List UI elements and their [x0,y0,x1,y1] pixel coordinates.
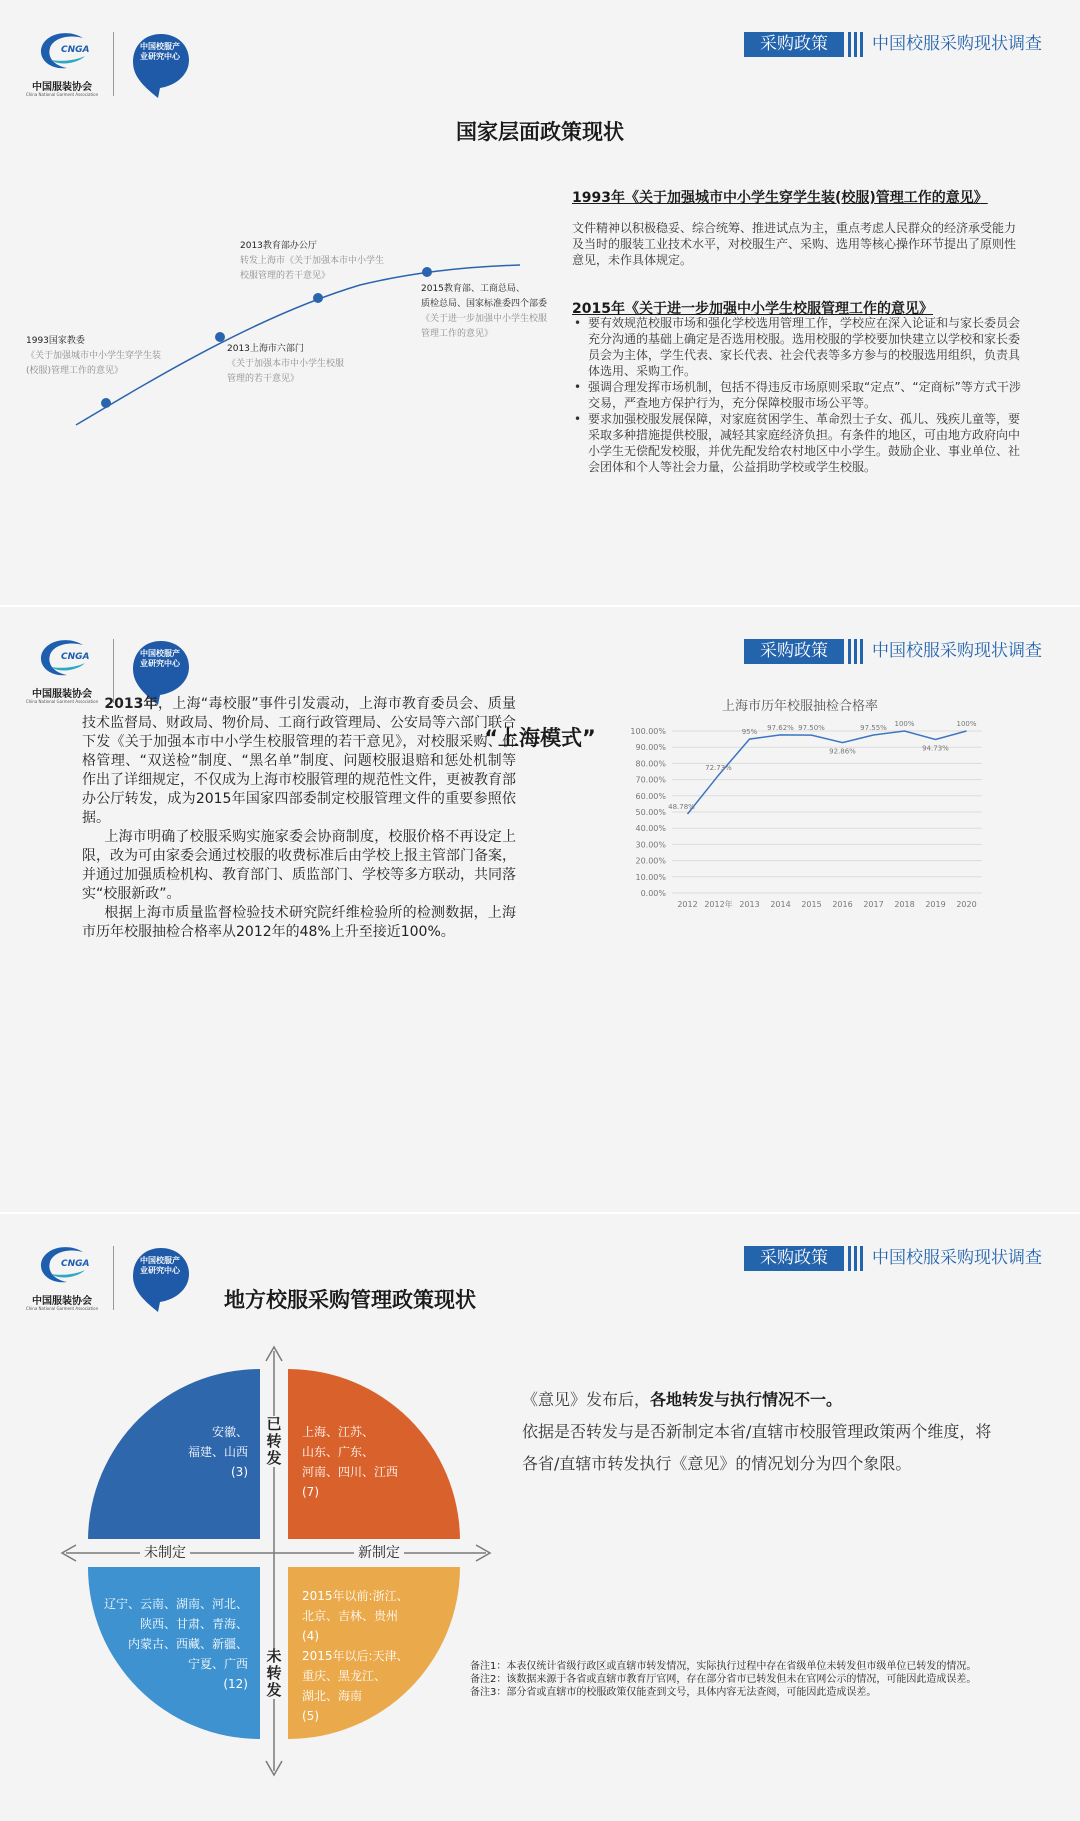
footnote-3: 备注3：部分省或直辖市的校服政策仅能查到文号，具体内容无法查阅，可能因此造成误差。 [470,1687,877,1698]
research-center-logo [130,32,192,100]
org-name-cn: 中国服装协会 [32,82,92,93]
quadrant-diagram [60,1339,500,1784]
logo-divider [113,639,114,703]
timeline-node [422,267,432,277]
header-subtitle: 中国校服采购现状调查 [872,641,1042,661]
policy-2015-list [572,315,1024,475]
quadrant-top-left-text: 安徽、 福建、山西 (3) [187,1425,248,1479]
timeline-node [313,293,323,303]
y-tick-label: 60.00% [635,791,666,801]
cnga-text: CNGA [61,45,89,55]
footnote-1: 备注1：本表仅统计省级行政区或直辖市转发情况，实际执行过程中存在省级单位未转发但市级单位已转发的情况。 [470,1661,977,1672]
pass-rate-chart [600,715,1010,925]
timeline-label-2015: 2015教育部、工商总局、 质检总局、国家标准委四个部委 《关于进一步加强中小学生校服 管理工作的意见》 [421,284,548,339]
data-label: 95% [741,728,758,737]
x-tick-label: 2014 [770,900,791,909]
research-center-text: 中国校服产业研究中心 [140,42,180,61]
x-tick-label: 2012 [677,900,698,909]
page-title: 地方校服采购管理政策现状 [224,1288,476,1312]
timeline-label-1993: 1993国家教委 《关于加强城市中小学生穿学生装 (校服)管理工作的意见》 [26,336,162,376]
y-tick-label: 10.00% [635,872,666,882]
axis-label-newly-formulated: 新制定 [354,1544,404,1562]
x-tick-label: 2020 [956,900,977,909]
y-tick-label: 40.00% [635,824,666,834]
axis-label-forwarded: 已转发 [264,1416,284,1467]
x-tick-label: 2015 [801,900,822,909]
cnga-swoosh-icon [37,30,89,74]
axis-label-not-formulated: 未制定 [140,1544,190,1562]
axis-label-not-forwarded: 未转发 [264,1648,284,1699]
paragraph-1: ，上海“毒校服”事件引发震动，上海市教育委员会、质量技术监督局、财政局、物价局、工商行政管理局、公安局等六部门联合下发《关于加强本市中小学生校服管理的若干意见》，对校服采购、价格管理、“双送检”制度、“黑名单”制度、问题校服退赔和惩处机制等作出了详细规定，不仅成为上海市校服管理的规范性文件，更被教育部办公厅转发，成为2015年国家四部委制定校服管理文件的重要参照依据。 [82,696,516,826]
y-tick-label: 90.00% [635,743,666,753]
header-bars [848,32,866,57]
paragraph-2: 上海市明确了校服采购实施家委会协商制度，校服价格不再设定上限，改为可由家委会通过校服的收费标准后由学校上报主管部门备案，并通过加强质检机构、教育部门、质监部门、学校等多方联动，共同落实“校服新政”。 [82,829,516,902]
data-label: 48.78% [668,802,695,811]
org-name-en: China National Garment Association [25,699,99,704]
paragraph-3: 根据上海市质量监督检验技术研究院纤维检验所的检测数据，上海市历年校服抽检合格率从2012年的48%上升至接近100%。 [82,905,516,940]
list-item: • 要有效规范校服市场和强化学校选用管理工作，学校应在深入论证和与家长委员会充分沟通的基础上确定是否选用校服。选用校服的学校要加快建立以学校和家长委员会为主体，学生代表、家长代表、社会代表等多方参与的校服选用组织，负责具体选用、采购工作。 [572,315,1024,379]
y-tick-label: 80.00% [635,759,666,769]
cnga-swoosh-icon [37,1244,89,1288]
x-tick-label: 2018 [894,900,915,909]
y-tick-label: 70.00% [635,775,666,785]
policy-1993-heading: 1993年《关于加强城市中小学生穿学生装(校服)管理工作的意见》 [572,190,988,206]
slide-local-policy [0,1214,1080,1821]
timeline-node [215,332,225,342]
data-label: 100% [894,720,915,728]
org-name-cn: 中国服装协会 [32,689,92,700]
data-label: 100% [956,720,977,728]
cnga-text: CNGA [61,652,89,662]
y-tick-label: 100.00% [630,727,666,736]
y-tick-label: 20.00% [635,856,666,866]
header-bars [848,639,866,664]
year-bold: 2013年 [104,696,158,712]
cnga-text: CNGA [61,1259,89,1269]
footnote-2: 备注2：该数据来源于各省或直辖市教育厅官网，存在部分省市已转发但未在官网公示的情况，可能因此造成误差。 [470,1674,977,1685]
y-tick-label: 50.00% [635,808,666,817]
page-title: 国家层面政策现状 [456,120,624,144]
data-label: 94.73% [922,744,949,753]
header-badge: 采购政策 [744,1246,844,1271]
footnotes [470,1660,1000,1699]
local-policy-text: 《意见》发布后，各地转发与执行情况不一。 依据是否转发与是否新制定本省/直辖市校服管理政策两个维度，将各省/直辖市转发执行《意见》的情况划分为四个象限。 [522,1390,992,1473]
quadrant-top-right-text: 上海、江苏、 山东、广东、 河南、四川、江西 (7) [302,1425,399,1499]
data-label: 97.50% [798,724,825,733]
policy-1993-body: 文件精神以积极稳妥、综合统筹、推进试点为主，重点考虑人民群众的经济承受能力及当时的服装工业技术水平，对校服生产、采购、选用等核心操作环节提出了原则性意见，未作具体规定。 [572,221,1017,267]
x-tick-label: 2012年 [704,900,733,909]
timeline-label-2013-moe: 2013教育部办公厅 转发上海市《关于加强本市中小学生 校服管理的若干意见》 [240,241,385,281]
x-tick-label: 2016 [832,900,853,909]
header-badge: 采购政策 [744,639,844,664]
research-center-text: 中国校服产业研究中心 [140,649,180,668]
quadrant-bottom-left-text: 辽宁、云南、湖南、河北、 陕西、甘肃、青海、 内蒙古、西藏、新疆、 宁夏、广西 (12) [103,1597,248,1691]
research-center-text: 中国校服产业研究中心 [140,1256,180,1275]
cnga-logo [22,30,102,100]
y-tick-label: 0.00% [640,889,666,898]
header-bars [848,1246,866,1271]
x-tick-label: 2013 [739,900,760,909]
data-label: 72.73% [705,764,732,773]
series-line [688,731,967,814]
cnga-swoosh-icon [37,637,89,681]
quadrant-bottom-right-text: 2015年以前:浙江、 北京、吉林、贵州 (4) 2015年以后:天津、 重庆、黑龙江、 湖北、海南 (5) [302,1589,409,1723]
y-tick-label: 30.00% [635,840,666,850]
org-name-cn: 中国服装协会 [32,1296,92,1307]
list-item: • 强调合理发挥市场机制，包括不得违反市场原则采取“定点”、“定商标”等方式干涉交易，严查地方保护行为，充分保障校服市场公平等。 [572,379,1024,411]
data-label: 97.62% [767,723,794,732]
page-title: “上海模式” [484,726,596,750]
x-tick-label: 2017 [863,900,884,909]
chart-title: 上海市历年校服抽检合格率 [721,699,878,714]
slide-shanghai-model [0,607,1080,1212]
header-subtitle: 中国校服采购现状调查 [872,1248,1042,1268]
timeline-label-2013-shanghai: 2013上海市六部门 《关于加强本市中小学生校服 管理的若干意见》 [227,344,345,384]
data-label: 92.86% [829,747,856,756]
list-item: • 要求加强校服发展保障，对家庭贫困学生、革命烈士子女、孤儿、残疾儿童等，要采取多种措施提供校服，减轻其家庭经济负担。有条件的地区，可由地方政府向中小学生无偿配发校服，并优先配发给农村地区中小学生。鼓励企业、事业单位、社会团体和个人等社会力量，公益捐助学校或学生校服。 [572,411,1024,475]
header-badge: 采购政策 [744,32,844,57]
timeline-node [101,398,111,408]
shanghai-model-text [82,695,516,942]
org-name-en: China National Garment Association [25,92,99,97]
policy-2015-heading: 2015年《关于进一步加强中小学生校服管理工作的意见》 [572,301,933,317]
slide-national-policy [0,0,1080,605]
x-tick-label: 2019 [925,900,946,909]
header-subtitle: 中国校服采购现状调查 [872,34,1042,54]
logo-divider [113,32,114,96]
org-name-en: China National Garment Association [25,1306,99,1311]
data-label: 97.55% [860,723,887,732]
